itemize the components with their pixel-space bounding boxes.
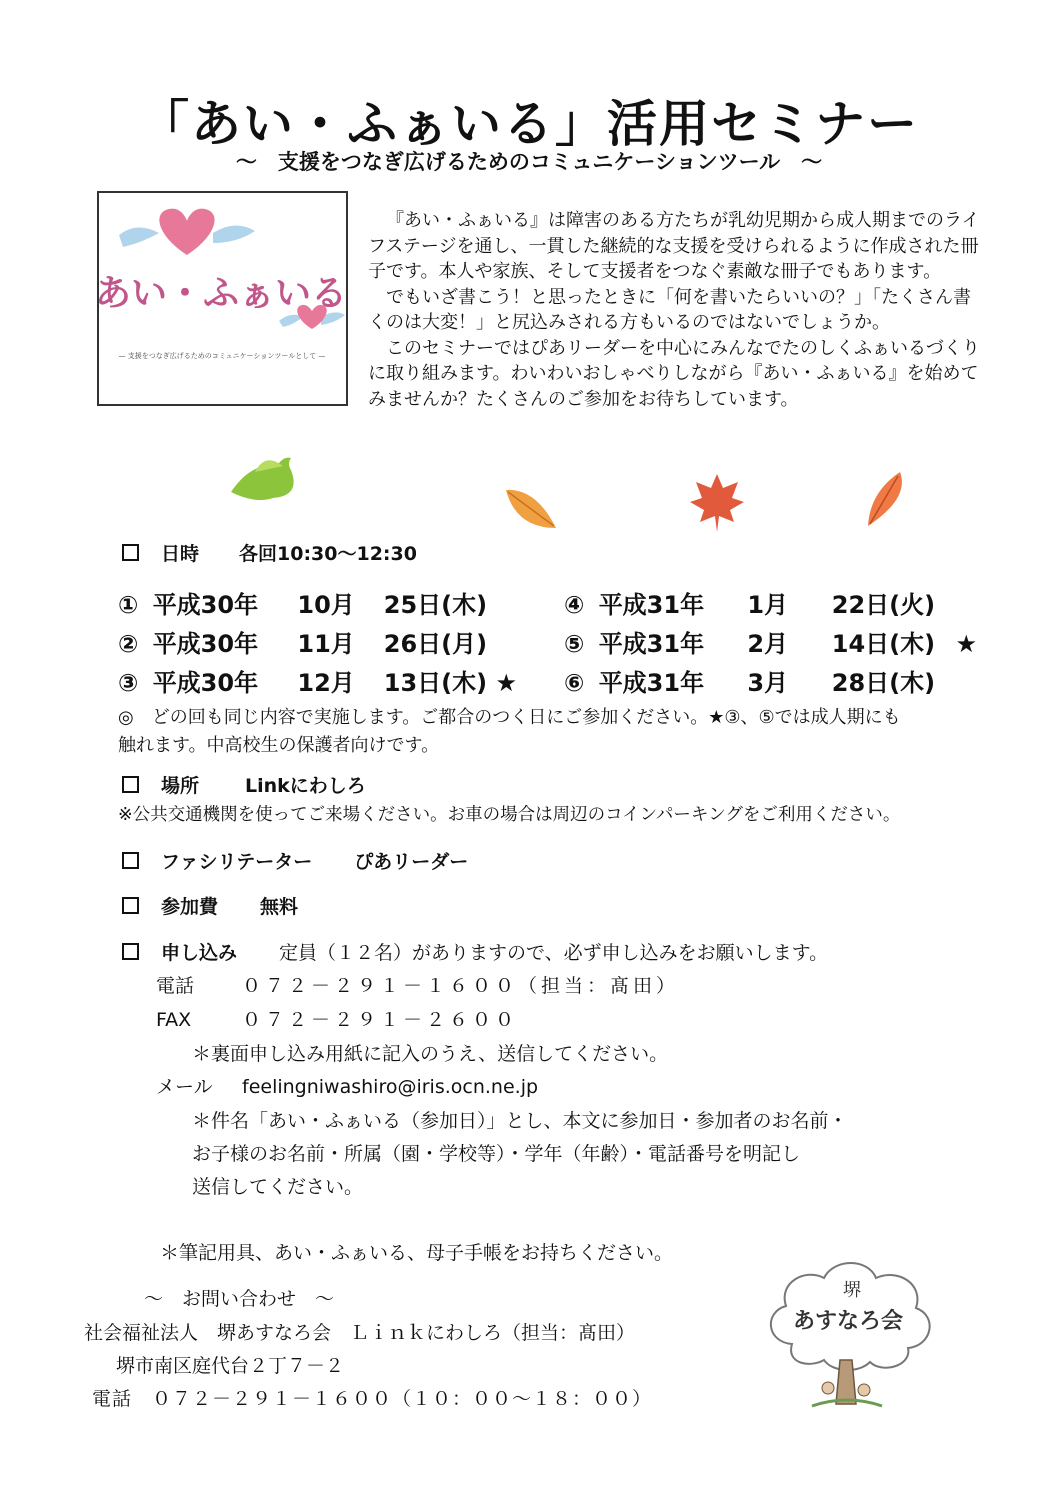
date-row-2: ② 平成30年 11月 26日(月) [118, 630, 488, 658]
apply-mail: メール feelingniwashiro@iris.ocn.ne.jp [156, 1076, 539, 1098]
contact-heading: ～ お問い合わせ ～ [144, 1288, 335, 1310]
asunaro-tree-logo [752, 1254, 942, 1419]
facilitator-heading: ファシリテーター ぴあリーダー [122, 847, 468, 874]
checkbox-square-icon [122, 776, 139, 793]
intro-paragraph-2: でもいざ書こう！と思ったときに「何を書いたらいいの？」「たくさん書くのは大変！」と尻込みされる方もいるのではないでしょうか。 [368, 286, 971, 333]
bird-icon [225, 448, 305, 508]
apply-fax-note: ＊裏面申し込み用紙に記入のうえ、送信してください。 [192, 1043, 669, 1065]
date-row-6: ⑥ 平成31年 3月 28日(木) [564, 669, 936, 697]
mail-address[interactable]: feelingniwashiro@iris.ocn.ne.jp [242, 1076, 539, 1098]
apply-mail-note-1: ＊件名「あい・ふぁいる（参加日）」とし、本文に参加日・参加者のお名前・ [192, 1110, 848, 1132]
cover-logo-text: あい・ふぁいる [99, 273, 346, 314]
star-icon: ★ [955, 630, 977, 658]
cover-illustration [99, 193, 346, 404]
place-note: ※公共交通機関を使ってご来場ください。お車の場合は周辺のコインパーキングをご利用ください。 [118, 805, 901, 825]
date-row-1: ① 平成30年 10月 25日(木) [118, 591, 488, 619]
date-row-5: ⑤ 平成31年 2月 14日(木) ★ [564, 630, 977, 658]
schedule-note-2: 触れます。中高校生の保護者向けです。 [118, 735, 440, 756]
checkbox-square-icon [122, 943, 139, 960]
apply-mail-note-2: お子様のお名前・所属（園・学校等）・学年（年齢）・電話番号を明記し [192, 1143, 801, 1165]
fee-value: 無料 [260, 896, 299, 918]
star-icon: ★ [495, 669, 517, 697]
apply-heading: 申し込み 定員（１２名）がありますので、必ず申し込みをお願いします。 [122, 938, 828, 965]
contact-tel: 電話 ０７２－２９１－１６００（１０：００～１８：００） [92, 1388, 653, 1410]
cover-tagline: — 支援をつなぎ広げるためのコミュニケーションツールとして — [118, 352, 326, 360]
maple-leaf-icon [688, 472, 746, 534]
date-row-3: ③ 平成30年 12月 13日(木) ★ [118, 669, 517, 697]
schedule-heading: 日時 各回10:30～12:30 [122, 539, 417, 566]
contact-address: 堺市南区庭代台２丁７－２ [116, 1355, 345, 1377]
intro-paragraph-1: 『あい・ふぁいる』は障害のある方たちが乳幼児期から成人期までのライフステージを通し、一貫した継続的な支援を受けられるように作成された冊子です。本人や家族、そして支援者をつなぐ素敵な冊子でもあります。 [368, 210, 980, 282]
orange-leaf-icon [502, 484, 560, 534]
intro-paragraph-3: このセミナーではぴあリーダーを中心にみんなでたのしくふぁいるづくりに取り組みます。わいわいおしゃべりしながら『あい・ふぁいる』を始めてみませんか？たくさんのご参加をお待ちしています。 [368, 337, 980, 410]
apply-tel: 電話 ０７２－２９１－１６００（担当：髙田） [156, 975, 680, 997]
schedule-note-1: ◎ どの回も同じ内容で実施します。ご都合のつく日にご参加ください。★③、⑤では成人期にも [118, 707, 901, 728]
logo-text-line1: 堺 [843, 1280, 861, 1301]
apply-fax: FAX ０７２－２９１－２６００ [156, 1009, 519, 1031]
date-row-4: ④ 平成31年 1月 22日(火) [564, 591, 936, 619]
bring-note: ＊筆記用具、あい・ふぁいる、母子手帳をお持ちください。 [160, 1242, 674, 1264]
checkbox-square-icon [122, 852, 139, 869]
place-heading: 場所 Linkにわしろ [122, 771, 366, 798]
checkbox-square-icon [122, 544, 139, 561]
checkbox-square-icon [122, 897, 139, 914]
winged-heart-icon [119, 209, 255, 255]
page-title: 「あい・ふぁいる」活用セミナー [139, 95, 919, 153]
apply-mail-note-3: 送信してください。 [192, 1176, 364, 1198]
page-subtitle: ～ 支援をつなぎ広げるためのコミュニケーションツール ～ [235, 150, 823, 174]
contact-org: 社会福祉法人 堺あすなろ会 Ｌｉｎｋにわしろ（担当：髙田） [84, 1322, 636, 1344]
apply-value: 定員（１２名）がありますので、必ず申し込みをお願いします。 [279, 942, 829, 964]
file-cover-image [97, 191, 348, 406]
facilitator-value: ぴあリーダー [354, 851, 469, 873]
place-value: Linkにわしろ [245, 775, 366, 797]
schedule-time: 各回10:30～12:30 [239, 543, 417, 565]
intro-text [368, 208, 988, 412]
logo-text-line2: あすなろ会 [792, 1309, 904, 1334]
fee-heading: 参加費 無料 [122, 892, 298, 919]
red-leaf-icon [864, 468, 910, 530]
